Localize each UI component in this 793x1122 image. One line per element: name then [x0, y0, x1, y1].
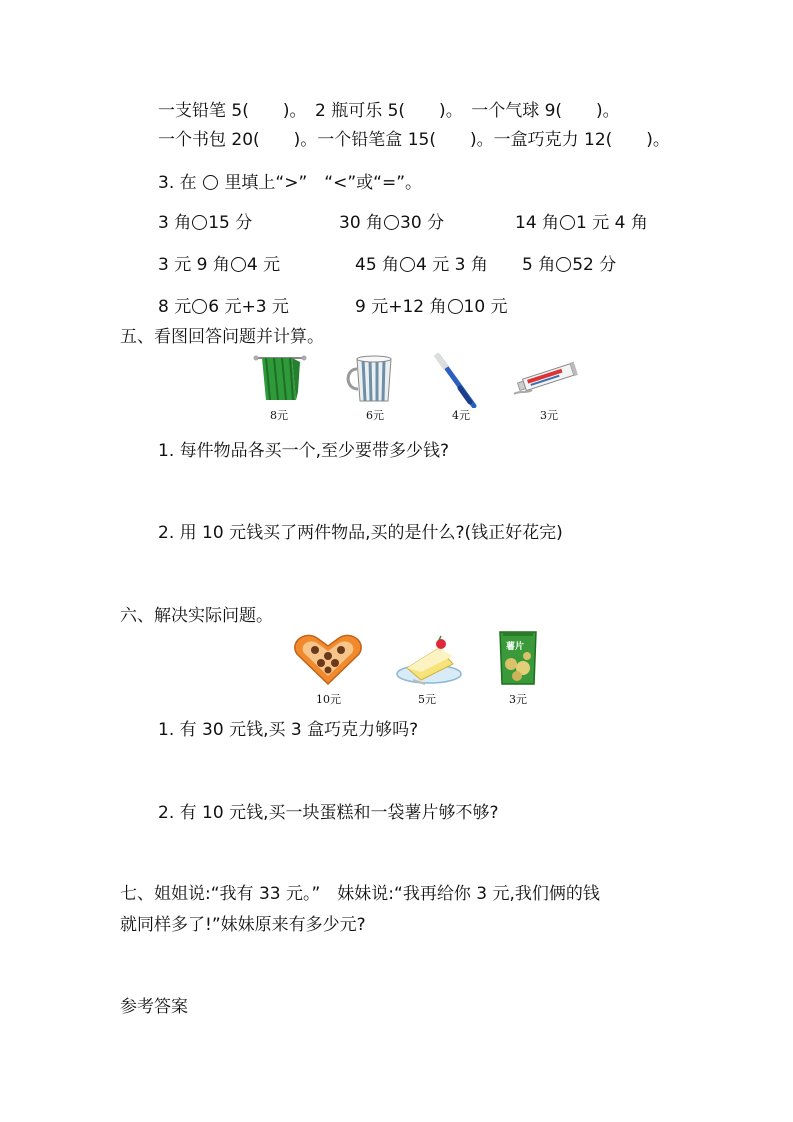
- compare-item-3: [515, 212, 648, 234]
- compare-item-8: [355, 296, 508, 318]
- chips-label: 薯片: [506, 642, 525, 652]
- compare-right: 6 元+3 元: [208, 297, 289, 317]
- cup-item: [343, 355, 399, 405]
- section-7-line-1: 七、姐姐说:“我有 33 元。” 妹妹说:“我再给你 3 元,我们俩的钱: [120, 884, 600, 904]
- section-6-title: 六、解决实际问题。: [120, 606, 273, 626]
- toothbrush-item: [430, 352, 480, 408]
- chocolate-box-icon: [293, 632, 363, 686]
- compare-right: 4 元 3 角: [416, 255, 488, 275]
- compare-right: 1 元 4 角: [576, 213, 648, 233]
- compare-left: 3 元 9 角: [158, 255, 230, 275]
- chips-bag-icon: [497, 628, 539, 686]
- compare-circle-icon[interactable]: [448, 299, 463, 314]
- section-5-title: 五、看图回答问题并计算。: [120, 327, 324, 347]
- compare-item-5: [355, 254, 488, 276]
- section-6-question-1: 1. 有 30 元钱,买 3 盒巧克力够吗?: [158, 720, 419, 740]
- compare-right: 30 分: [400, 213, 445, 233]
- towel-item: [252, 352, 308, 404]
- compare-circle-icon[interactable]: [556, 257, 571, 272]
- toothpaste-price: 3元: [540, 409, 558, 422]
- toothbrush-icon: [430, 352, 480, 408]
- compare-instruction-prefix: 3. 在: [158, 173, 197, 193]
- compare-right: 15 分: [208, 213, 253, 233]
- compare-circle-icon[interactable]: [400, 257, 415, 272]
- compare-circle-icon[interactable]: [231, 257, 246, 272]
- compare-left: 3 角: [158, 213, 192, 233]
- section-5-question-1: 1. 每件物品各买一个,至少要带多少钱?: [158, 441, 450, 461]
- compare-circle-icon[interactable]: [192, 299, 207, 314]
- compare-left: 30 角: [339, 213, 384, 233]
- section-6-question-2: 2. 有 10 元钱,买一块蛋糕和一袋薯片够不够?: [158, 803, 499, 823]
- compare-item-2: [339, 212, 444, 234]
- cup-price: 6元: [366, 409, 384, 422]
- toothpaste-item: [510, 360, 582, 400]
- cake-price: 5元: [418, 693, 436, 706]
- compare-item-1: [158, 212, 252, 234]
- cup-icon: [343, 355, 399, 405]
- compare-left: 45 角: [355, 255, 400, 275]
- compare-item-6: [522, 254, 616, 276]
- cake-icon: [395, 630, 465, 686]
- chips-item: [497, 628, 539, 686]
- compare-instruction: [158, 172, 422, 194]
- chocolate-item: [293, 632, 363, 686]
- compare-item-4: [158, 254, 280, 276]
- towel-icon: [252, 352, 308, 404]
- compare-instruction-suffix: 里填上“>” “<”或“=”。: [224, 173, 423, 193]
- section-7-line-2: 就同样多了!”妹妹原来有多少元?: [120, 915, 366, 935]
- cake-item: [395, 630, 465, 686]
- compare-left: 5 角: [522, 255, 556, 275]
- toothbrush-price: 4元: [452, 409, 470, 422]
- unit-fill-line-1: 一支铅笔 5( )。 2 瓶可乐 5( )。 一个气球 9( )。: [158, 101, 620, 121]
- compare-circle-icon[interactable]: [384, 215, 399, 230]
- unit-fill-line-2: 一个书包 20( )。一个铅笔盒 15( )。一盒巧克力 12( )。: [158, 130, 670, 150]
- compare-left: 9 元+12 角: [355, 297, 447, 317]
- section-5-question-2: 2. 用 10 元钱买了两件物品,买的是什么?(钱正好花完): [158, 523, 563, 543]
- compare-right: 10 元: [463, 297, 508, 317]
- chips-price: 3元: [509, 693, 527, 706]
- compare-right: 52 分: [572, 255, 617, 275]
- compare-circle-icon[interactable]: [560, 215, 575, 230]
- towel-price: 8元: [270, 409, 288, 422]
- compare-right: 4 元: [246, 255, 281, 275]
- chocolate-price: 10元: [316, 693, 341, 706]
- compare-item-7: [158, 296, 289, 318]
- answers-title: 参考答案: [120, 997, 188, 1017]
- answer-circle-icon: [203, 175, 218, 190]
- compare-left: 14 角: [515, 213, 560, 233]
- toothpaste-icon: [510, 360, 582, 400]
- compare-circle-icon[interactable]: [192, 215, 207, 230]
- compare-left: 8 元: [158, 297, 192, 317]
